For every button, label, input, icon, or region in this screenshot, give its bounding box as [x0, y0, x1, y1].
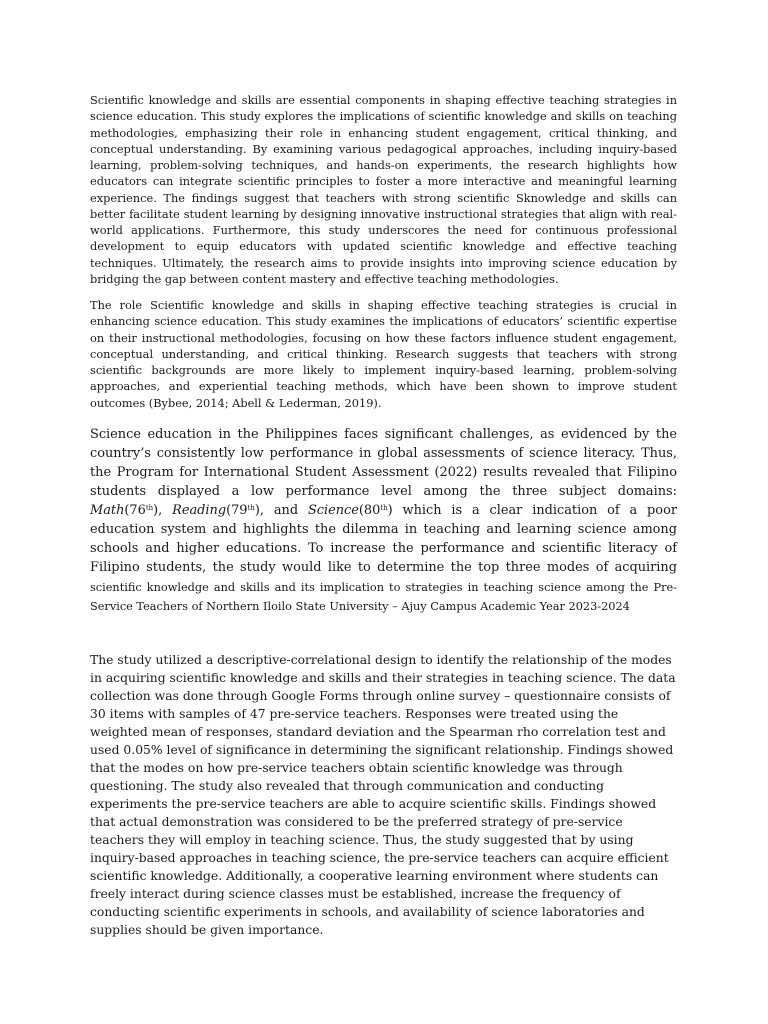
paragraph-3-tail: scientific knowledge and skills and its implication to strategies in teaching science among the Pre-Service Teachers of Northern Iloilo State University – Ajuy Campus Academic Year 2023-2024	[90, 580, 677, 613]
reading-rank: (79	[226, 503, 248, 519]
math-label: Math	[90, 503, 125, 519]
math-rank: (76	[124, 503, 146, 519]
paragraph-2: The role Scientific knowledge and skills in shaping effective teaching strategies is crucial in enhancing science education. This study examines the implications of educators’ scientific expertise on their instructional methodologies, focusing on how these factors influence student engagement, conceptual understanding, and critical thinking. Research suggests that teachers with strong scientific backgrounds are more likely to implement inquiry-based learning, problem-solving approaches, and experiential teaching methods, which have been shown to improve student outcomes (Bybee, 2014; Abell & Lederman, 2019).	[90, 298, 677, 410]
paragraph-3	[90, 425, 677, 616]
reading-rank-suffix: th	[247, 504, 255, 513]
paragraph-1: Scientific knowledge and skills are essential components in shaping effective teaching strategies in science education. This study explores the implications of scientific knowledge and skills on teaching methodologies, emphasizing their role in enhancing student engagement, critical thinking, and conceptual understanding. By examining various pedagogical approaches, including inquiry-based learning, problem-solving techniques, and hands-on experiments, the research highlights how educators can integrate scientific principles to foster a more interactive and meaningful learning experience. The findings suggest that teachers with strong scientific Sknowledge and skills can better facilitate student learning by designing innovative instructional strategies that align with real-world applications. Furthermore, this study underscores the need for continuous professional development to equip educators with updated scientific knowledge and effective teaching techniques. Ultimately, the research aims to provide insights into improving science education by bridging the gap between content mastery and effective teaching methodologies.	[90, 93, 677, 286]
science-rank: (80	[358, 503, 381, 519]
science-rank-close: )	[387, 503, 393, 519]
document-page	[90, 92, 677, 939]
science-label: Science	[307, 503, 359, 519]
reading-label: Reading	[172, 503, 227, 519]
science-rank-suffix: th	[380, 504, 388, 513]
math-rank-close: ),	[153, 503, 173, 519]
math-rank-suffix: th	[145, 504, 154, 513]
paragraph-4: The study utilized a descriptive-correlational design to identify the relationship of the modes in acquiring scientific knowledge and skills and their strategies in teaching science. The data collection was done through Google Forms through online survey – questionnaire consists of 30 items with samples of 47 pre-service teachers. Responses were treated using the weighted mean of responses, standard deviation and the Spearman rho correlation test and used 0.05% level of significance in determining the significant relationship. Findings showed that the modes on how pre-service teachers obtain scientific knowledge was through questioning. The study also revealed that through communication and conducting experiments the pre-service teachers are able to acquire scientific skills. Findings showed that actual demonstration was considered to be the preferred strategy of pre-service teachers they will employ in teaching science. Thus, the study suggested that by using inquiry-based approaches in teaching science, the pre-service teachers can acquire efficient scientific knowledge. Additionally, a cooperative learning environment where students can freely interact during science classes must be established, increase the frequency of conducting scientific experiments in schools, and availability of science laboratories and supplies should be given importance.	[90, 652, 676, 938]
paragraph-3-intro: Science education in the Philippines faces significant challenges, as evidenced by the country’s consistently low performance in global assessments of science literacy. Thus, the Program for International Student Assessment (2022) results revealed that Filipino students displayed a low performance level among the three subject domains:	[90, 426, 677, 500]
reading-rank-close: ), and	[254, 503, 308, 519]
paragraph-3-middle: which is a clear indication of a poor education system and highlights the dilemma in teaching and learning science among schools and higher educations. To increase the performance and scientific literacy of Filipino students, the study would like to determine the top three modes of acquiring	[90, 503, 677, 576]
